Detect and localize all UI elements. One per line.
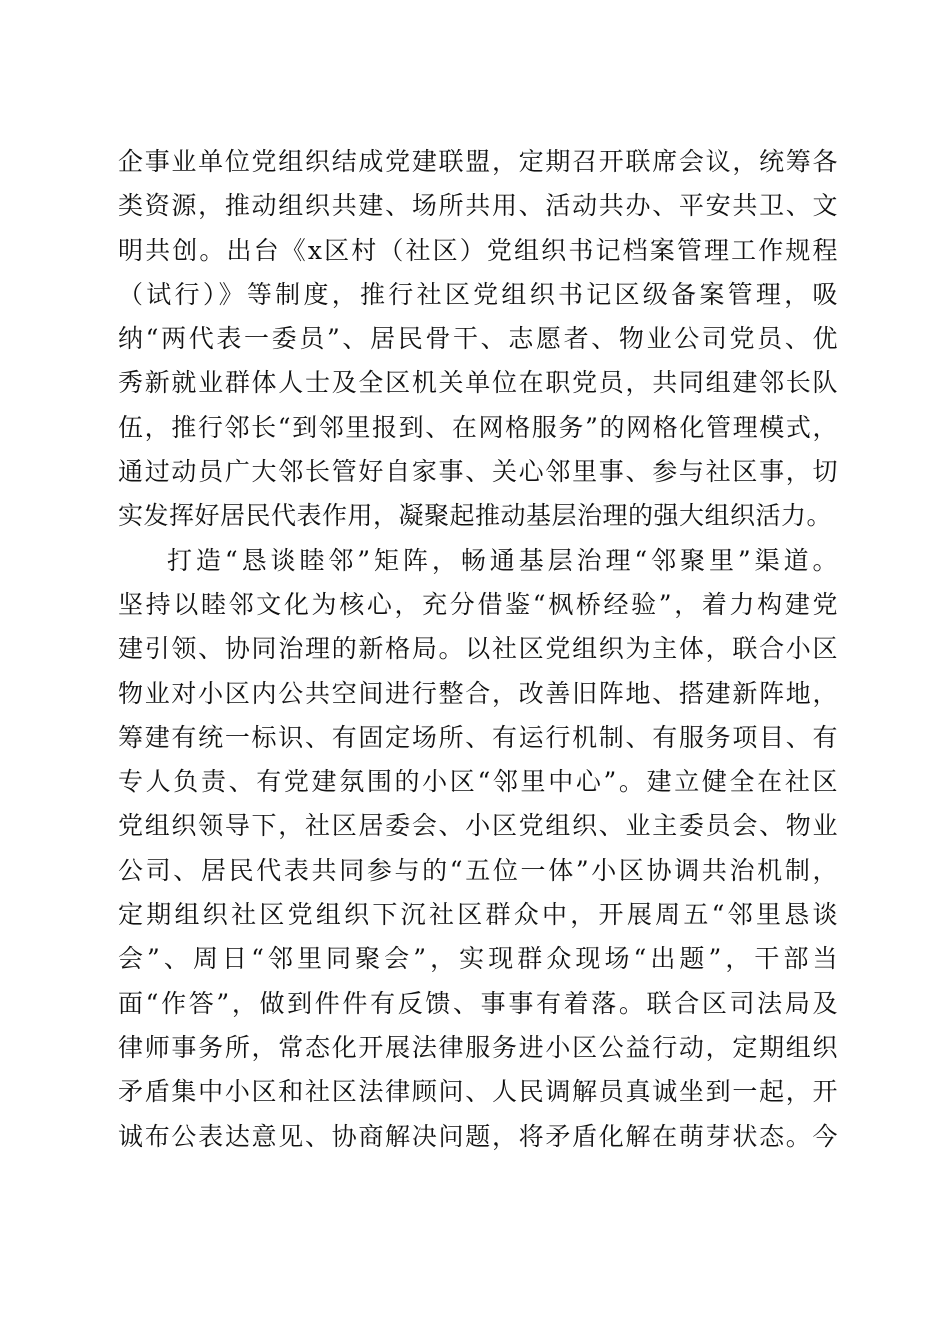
text-line: 类资源，推动组织共建、场所共用、活动共办、平安共卫、文 (118, 191, 838, 221)
text-line: 明共创。出台《x区村（社区）党组织书记档案管理工作规程 (118, 235, 838, 265)
text-line: 实发挥好居民代表作用，凝聚起推动基层治理的强大组织活力。 (118, 501, 833, 531)
text-line: 物业对小区内公共空间进行整合，改善旧阵地、搭建新阵地， (118, 678, 838, 708)
text-line: 纳“两代表一委员”、居民骨干、志愿者、物业公司党员、优 (118, 324, 838, 354)
text-line: 诚布公表达意见、协商解决问题，将矛盾化解在萌芽状态。今 (118, 1121, 838, 1151)
text-line: 党组织领导下，社区居委会、小区党组织、业主委员会、物业 (118, 811, 838, 841)
text-line: 建引领、协同治理的新格局。以社区党组织为主体，联合小区 (118, 634, 838, 664)
text-line: 定期组织社区党组织下沉社区群众中，开展周五“邻里恳谈 (118, 900, 838, 930)
text-line: 通过动员广大邻长管好自家事、关心邻里事、参与社区事，切 (118, 457, 838, 487)
text-line: 伍，推行邻长“到邻里报到、在网格服务”的网格化管理模式， (118, 412, 838, 442)
text-line: （试行）》等制度，推行社区党组织书记区级备案管理，吸 (118, 279, 838, 309)
text-line: 坚持以睦邻文化为核心，充分借鉴“枫桥经验”，着力构建党 (118, 589, 838, 619)
text-line: 筹建有统一标识、有固定场所、有运行机制、有服务项目、有 (118, 722, 838, 752)
text-line: 秀新就业群体人士及全区机关单位在职党员，共同组建邻长队 (118, 368, 838, 398)
paragraph-heading-line: 打造“恳谈睦邻”矩阵，畅通基层治理“邻聚里”渠道。 (167, 545, 838, 575)
text-line: 会”、周日“邻里同聚会”，实现群众现场“出题”，干部当 (118, 944, 838, 974)
text-line: 面“作答”，做到件件有反馈、事事有着落。联合区司法局及 (118, 988, 838, 1018)
text-line: 矛盾集中小区和社区法律顾问、人民调解员真诚坐到一起，开 (118, 1077, 838, 1107)
text-line: 专人负责、有党建氛围的小区“邻里中心”。建立健全在社区 (118, 767, 838, 797)
body-text (118, 140, 838, 1159)
text-line: 公司、居民代表共同参与的“五位一体”小区协调共治机制， (118, 855, 838, 885)
text-line: 企事业单位党组织结成党建联盟，定期召开联席会议，统筹各 (118, 147, 838, 176)
text-line: 律师事务所，常态化开展法律服务进小区公益行动，定期组织 (118, 1032, 838, 1062)
